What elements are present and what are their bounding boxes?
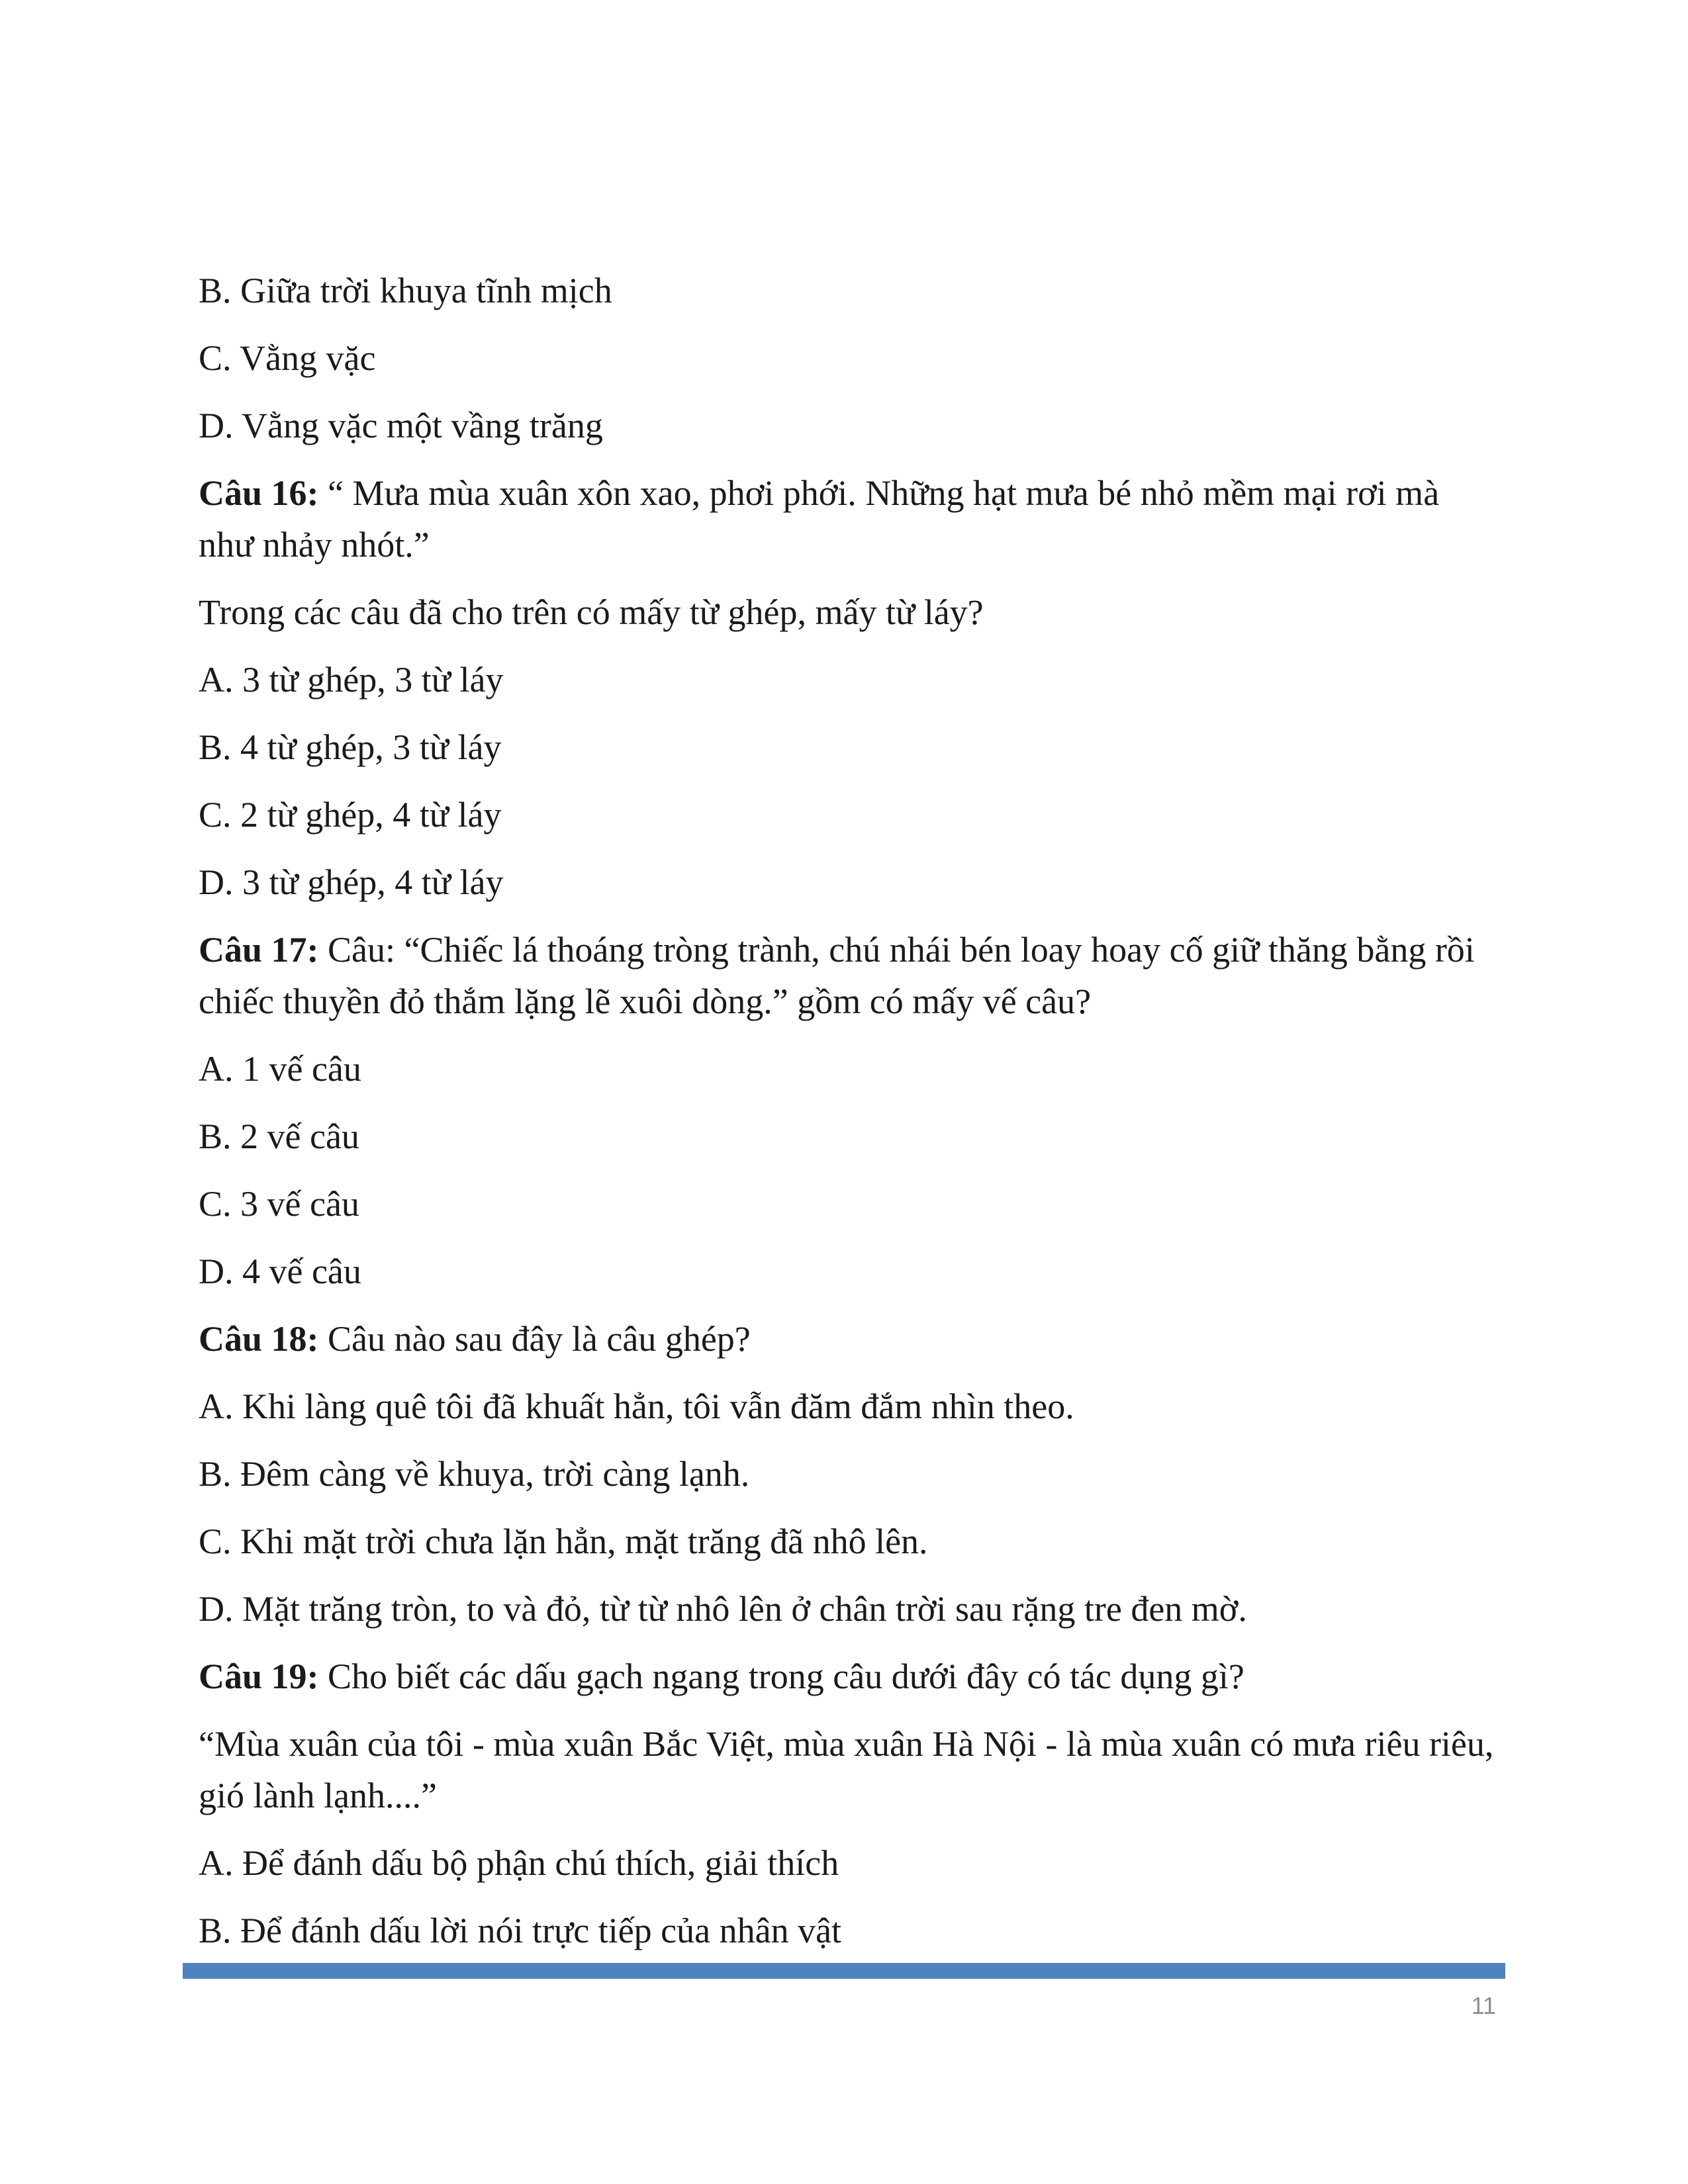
question-17 (199, 924, 1496, 1027)
option-line: B. Giữa trời khuya tĩnh mịch (199, 271, 612, 310)
question-text: “ Mưa mùa xuân xôn xao, phơi phới. Những hạt mưa bé nhỏ mềm mại rơi mà như nhảy nhót.” (199, 473, 1440, 565)
question-text: Câu nào sau đây là câu ghép? (318, 1319, 751, 1359)
page-content (199, 265, 1496, 1972)
option-line: A. Để đánh dấu bộ phận chú thích, giải thích (199, 1843, 839, 1883)
option-line: A. Khi làng quê tôi đã khuất hẳn, tôi vẫn đăm đắm nhìn theo. (199, 1387, 1074, 1426)
option-line: C. 3 vế câu (199, 1184, 359, 1224)
question-text: Câu: “Chiếc lá thoáng tròng trành, chú nhái bén loay hoay cố giữ thăng bằng rồi chiếc thuyền đỏ thắm lặng lẽ xuôi dòng.” gồm có mấy vế câu? (199, 930, 1475, 1021)
option-line: B. 4 từ ghép, 3 từ láy (199, 727, 502, 767)
option-line: D. Vằng vặc một vầng trăng (199, 406, 603, 445)
question-prompt: Trong các câu đã cho trên có mấy từ ghép, mấy từ láy? (199, 592, 984, 632)
question-18 (199, 1313, 1496, 1365)
question-label: Câu 19: (199, 1657, 319, 1696)
option-line: A. 1 vế câu (199, 1049, 361, 1089)
option-line: C. 2 từ ghép, 4 từ láy (199, 795, 502, 835)
question-label: Câu 16: (199, 473, 319, 513)
option-line: D. Mặt trăng tròn, to và đỏ, từ từ nhô lên ở chân trời sau rặng tre đen mờ. (199, 1589, 1247, 1629)
option-line: B. Đêm càng về khuya, trời càng lạnh. (199, 1454, 750, 1494)
question-text: Cho biết các dấu gạch ngang trong câu dưới đây có tác dụng gì? (318, 1657, 1244, 1696)
quoted-sentence: “Mùa xuân của tôi - mùa xuân Bắc Việt, mùa xuân Hà Nội - là mùa xuân có mưa riêu riêu, gió lành lạnh....” (199, 1724, 1494, 1815)
option-line: C. Khi mặt trời chưa lặn hẳn, mặt trăng đã nhô lên. (199, 1522, 928, 1561)
option-line: D. 4 vế câu (199, 1251, 361, 1291)
option-line: C. Vằng vặc (199, 338, 376, 378)
option-line: B. Để đánh dấu lời nói trực tiếp của nhân vật (199, 1911, 842, 1950)
question-19 (199, 1651, 1496, 1702)
option-line: B. 2 vế câu (199, 1116, 359, 1156)
question-16 (199, 467, 1496, 570)
page-number: 11 (1471, 1992, 1496, 2019)
footer-rule (183, 1963, 1505, 1979)
question-label: Câu 18: (199, 1319, 319, 1359)
option-line: D. 3 từ ghép, 4 từ láy (199, 862, 504, 902)
question-label: Câu 17: (199, 930, 319, 970)
option-line: A. 3 từ ghép, 3 từ láy (199, 660, 504, 700)
